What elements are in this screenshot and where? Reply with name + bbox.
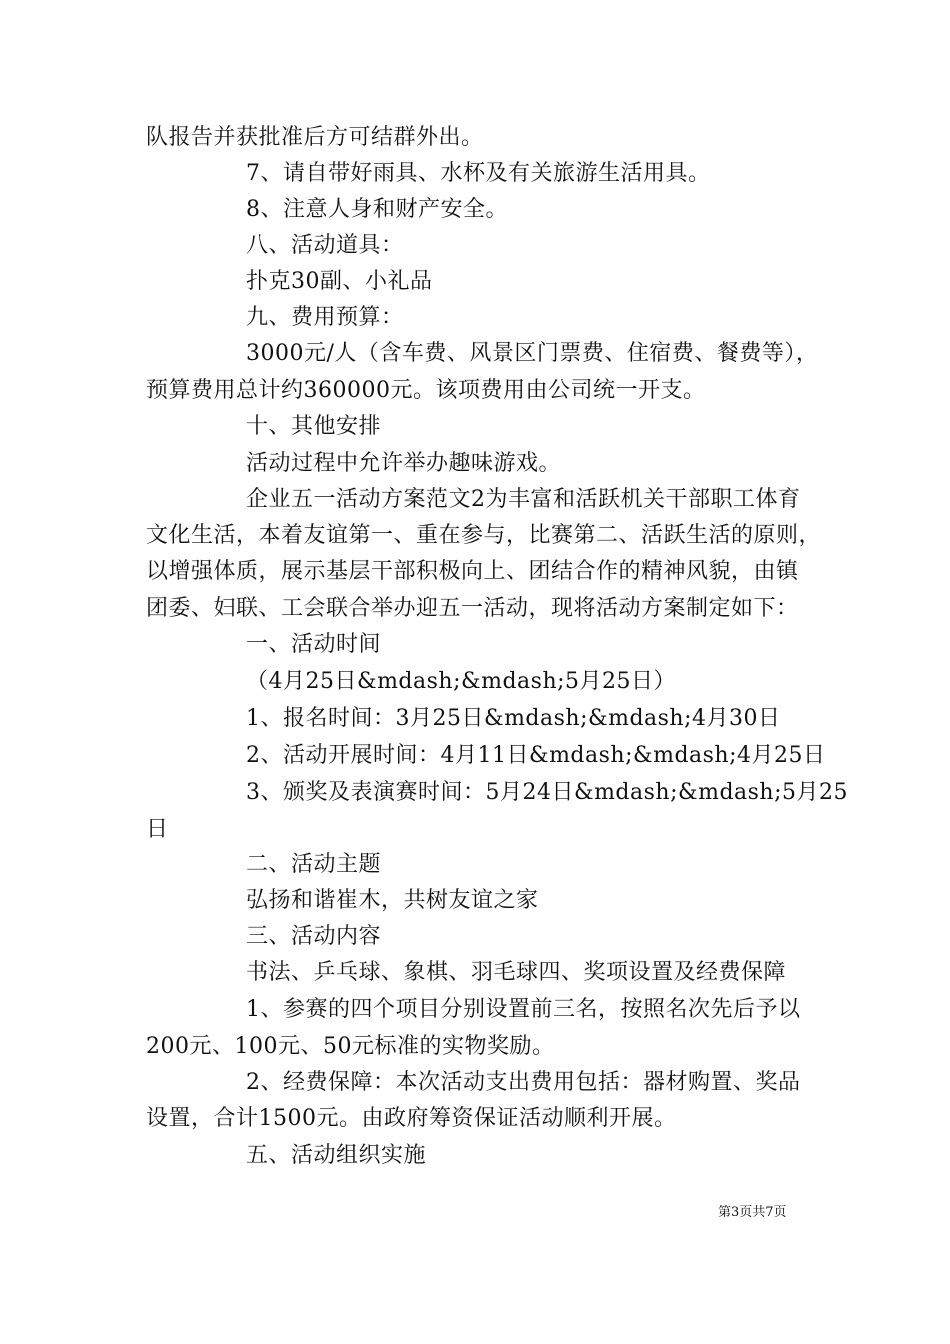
text-line: 2、活动开展时间：4月11日&mdash;&mdash;4月25日 <box>246 743 826 768</box>
text-line: 弘扬和谐崔木，共树友谊之家 <box>246 888 539 913</box>
text-line: 3000元/人（含车费、风景区门票费、住宿费、餐费等）， <box>246 341 819 366</box>
section-heading: 二、活动主题 <box>246 852 382 877</box>
text-line: 扑克30副、小礼品 <box>246 269 433 294</box>
text-line: 队报告并获批准后方可结群外出。 <box>146 125 484 150</box>
section-heading: 五、活动组织实施 <box>246 1143 427 1168</box>
text-line: 2、经费保障：本次活动支出费用包括：器材购置、奖品 <box>246 1070 801 1095</box>
section-heading: 八、活动道具： <box>246 233 404 258</box>
text-line: 7、请自带好雨具、水杯及有关旅游生活用具。 <box>246 161 711 186</box>
text-line: 书法、乒乓球、象棋、羽毛球四、奖项设置及经费保障 <box>246 960 787 985</box>
section-heading: 三、活动内容 <box>246 924 382 949</box>
text-line: 200元、100元、50元标准的实物奖励。 <box>146 1034 555 1059</box>
text-line: 以增强体质，展示基层干部积极向上、团结合作的精神风貌，由镇 <box>146 559 799 584</box>
text-line: 预算费用总计约360000元。该项费用由公司统一开支。 <box>146 378 706 403</box>
text-line: 团委、妇联、工会联合举办迎五一活动，现将活动方案制定如下： <box>146 596 799 621</box>
section-heading: 九、费用预算： <box>246 305 404 330</box>
text-line: 企业五一活动方案范文2为丰富和活跃机关干部职工体育 <box>246 487 801 512</box>
text-line: 设置，合计1500元。由政府筹资保证活动顺利开展。 <box>146 1106 677 1131</box>
section-heading: 十、其他安排 <box>246 414 382 439</box>
text-line: 日 <box>146 817 169 842</box>
text-line: 活动过程中允许举办趣味游戏。 <box>246 451 562 476</box>
text-line: 3、颁奖及表演赛时间：5月24日&mdash;&mdash;5月25 <box>246 780 849 805</box>
text-line: 1、报名时间：3月25日&mdash;&mdash;4月30日 <box>246 706 781 731</box>
text-line: 8、注意人身和财产安全。 <box>246 197 508 222</box>
text-line: （4月25日&mdash;&mdash;5月25日） <box>246 669 677 694</box>
text-line: 文化生活，本着友谊第一、重在参与，比赛第二、活跃生活的原则， <box>146 523 822 548</box>
section-heading: 一、活动时间 <box>246 632 382 657</box>
page-number: 第3页共7页 <box>718 1205 787 1220</box>
text-line: 1、参赛的四个项目分别设置前三名，按照名次先后予以 <box>246 997 801 1022</box>
